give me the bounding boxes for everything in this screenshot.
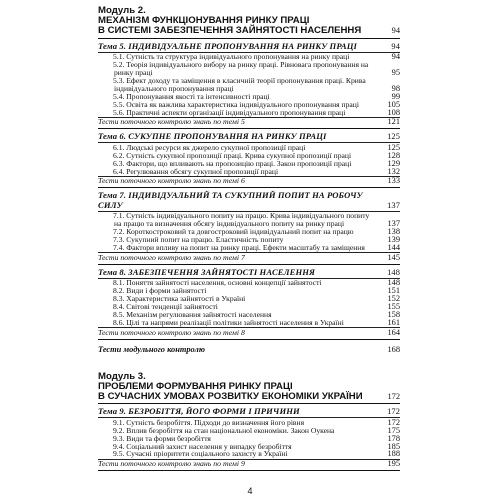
divider bbox=[98, 339, 400, 340]
toc-entry-text: 7.1. Сутність індивідуального попиту на працю. Крива індивідуального попиту на працю та визначення обсягу індивідуального попиту на ринку праці bbox=[113, 211, 370, 229]
module-tests-entry-text: Тести модульного контролю bbox=[98, 344, 205, 354]
toc-entry-page: 108 bbox=[387, 107, 400, 117]
theme-tests-entry bbox=[98, 254, 400, 263]
toc-entry-page: 94 bbox=[391, 52, 400, 62]
module-title-line bbox=[98, 26, 400, 36]
theme-heading bbox=[98, 191, 400, 210]
theme-title: Тема 9. БЕЗРОБІТТЯ, ЙОГО ФОРМИ І ПРИЧИНИ bbox=[98, 406, 300, 417]
theme-tests-entry-page: 121 bbox=[387, 117, 400, 127]
theme-page: 148 bbox=[387, 267, 400, 277]
toc-entry-page: 175 bbox=[387, 425, 400, 435]
module-title-text: МЕХАНІЗМ ФУНКЦІОНУВАННЯ РИНКУ ПРАЦІ bbox=[98, 15, 310, 27]
module-gap bbox=[98, 355, 400, 372]
toc-entry-text: 8.4. Світові тенденції зайнятості bbox=[113, 302, 218, 312]
toc-entry-text: 6.2. Сутність сукупної пропозиції праці. Крива сукупної пропозиції праці bbox=[113, 150, 352, 160]
page-number: 4 bbox=[247, 486, 253, 496]
toc-entry bbox=[98, 450, 400, 458]
toc-entry-text: 7.4. Фактори впливу на попит на ринку праці. Ефекти масштабу та заміщення bbox=[113, 243, 365, 253]
toc-entry-text: 5.4. Пропонування якості та інтенсивності праці bbox=[113, 91, 270, 101]
theme-tests-entry bbox=[98, 177, 400, 186]
module-tests-entry bbox=[98, 345, 400, 355]
toc-entry bbox=[98, 319, 400, 327]
toc-entry-text: 8.1. Поняття зайнятості населення, основні концепції зайнятості bbox=[113, 278, 322, 288]
theme-page: 94 bbox=[391, 41, 400, 51]
toc-entry-page: 185 bbox=[387, 441, 400, 451]
divider bbox=[98, 187, 400, 188]
toc-entry-page: 178 bbox=[387, 433, 400, 443]
toc-entry-page: 188 bbox=[387, 449, 400, 459]
toc-entry-page: 125 bbox=[387, 142, 400, 152]
toc-entry-page: 152 bbox=[387, 294, 400, 304]
toc-entry-page: 129 bbox=[387, 158, 400, 168]
module-title-page: 94 bbox=[391, 26, 400, 36]
table-of-contents bbox=[98, 6, 400, 473]
toc-entry-text: 8.3. Характеристика зайнятості в Україні bbox=[113, 294, 246, 304]
module-title-text: В СУЧАСНИХ УМОВАХ РОЗВИТКУ ЕКОНОМІКИ УКРАЇНИ bbox=[98, 391, 363, 403]
theme-title: Тема 6. СУКУПНЕ ПРОПОНУВАННЯ НА РИНКУ ПРАЦІ bbox=[98, 131, 327, 142]
theme-tests-entry-text: Тести поточного контролю знань по темі 6 bbox=[98, 176, 245, 186]
module-title-line bbox=[98, 392, 400, 402]
theme-page: 125 bbox=[387, 132, 400, 142]
theme-tests-entry bbox=[98, 118, 400, 127]
toc-entry-text: 6.1. Людські ресурси як джерело сукупної пропозиції праці bbox=[113, 142, 306, 152]
toc-entry-page: 105 bbox=[387, 99, 400, 109]
toc-entry-page: 158 bbox=[387, 310, 400, 319]
theme-tests-entry-page: 164 bbox=[387, 327, 400, 337]
divider bbox=[98, 128, 400, 129]
toc-entry-page: 151 bbox=[387, 286, 400, 296]
toc-entry bbox=[98, 77, 400, 93]
toc-entry-page: 144 bbox=[387, 243, 400, 253]
toc-entry-text: 8.5. Механізм регулювання зайнятості населення bbox=[113, 310, 272, 319]
toc-entry-page: 128 bbox=[387, 150, 400, 160]
toc-entry-page: 99 bbox=[391, 91, 400, 101]
toc-entry-text: 8.2. Види і форми зайнятості bbox=[113, 286, 207, 296]
toc-entry-text: 8.6. Цілі та напрями реалізації політики зайнятості населення в Україні bbox=[113, 317, 344, 327]
toc-entry-page: 161 bbox=[387, 317, 400, 327]
toc-entry-text: 7.3. Сукупний попит на працю. Еластичність попиту bbox=[113, 235, 284, 245]
toc-entry-text: 6.3. Фактори, що впливають на пропозицію праці. Закон пропозиції праці bbox=[113, 158, 352, 168]
toc-entry-page: 172 bbox=[387, 417, 400, 427]
toc-entry-text: 5.2. Теорія індивідуального вибору на ринку праці. Рівновага пропонування на ринку праці bbox=[113, 60, 369, 78]
toc-entry bbox=[98, 109, 400, 117]
theme-heading bbox=[98, 407, 400, 417]
toc-entry-text: 5.3. Ефект доходу та заміщення в класичній теорії пропонування праці. Крива індивідуального пропонування праці bbox=[113, 75, 366, 93]
toc-entry bbox=[98, 212, 400, 228]
toc-entry-text: 9.3. Види та форми безробіття bbox=[113, 433, 211, 443]
toc-entry-page: 132 bbox=[387, 166, 400, 176]
toc-entry-text: 9.2. Вплив безробіття на стан національної економіки. Закон Оукена bbox=[113, 425, 335, 435]
module-label: Модуль 3. bbox=[98, 370, 146, 382]
divider bbox=[98, 264, 400, 265]
toc-entry-text: 6.4. Регулювання обсягу сукупної пропозиції праці bbox=[113, 166, 279, 176]
toc-entry-page: 139 bbox=[387, 235, 400, 245]
toc-entry-text: 7.2. Короткостроковий та довгостроковий індивідуальний попит на працю bbox=[113, 227, 354, 237]
module-title-text: ПРОБЛЕМИ ФОРМУВАННЯ РИНКУ ПРАЦІ bbox=[98, 380, 293, 392]
theme-tests-entry-page: 145 bbox=[387, 252, 400, 262]
toc-entry-text: 5.1. Сутність та структура індивідуального пропонування на ринку праці bbox=[113, 52, 350, 62]
theme-title: Тема 7. ІНДИВІДУАЛЬНИЙ ТА СУКУПНИЙ ПОПИТ НА РОБОЧУ СИЛУ bbox=[98, 190, 363, 210]
toc-entry-page: 155 bbox=[387, 302, 400, 312]
module-title-text: В СИСТЕМІ ЗАБЕЗПЕЧЕННЯ ЗАЙНЯТОСТІ НАСЕЛЕННЯ bbox=[98, 25, 362, 37]
toc-entry-page: 137 bbox=[387, 219, 400, 229]
theme-tests-entry bbox=[98, 329, 400, 338]
theme-tests-entry-text: Тести поточного контролю знань по темі 5 bbox=[98, 117, 245, 127]
toc-entry-text: 5.6. Практичні аспекти організації індивідуального пропонування праці bbox=[113, 107, 346, 117]
toc-entry bbox=[98, 244, 400, 252]
theme-heading bbox=[98, 42, 400, 52]
theme-page: 172 bbox=[387, 407, 400, 417]
theme-title: Тема 5. ІНДИВІДУАЛЬНЕ ПРОПОНУВАННЯ НА РИНКУ ПРАЦІ bbox=[98, 40, 357, 51]
theme-tests-entry-text: Тести поточного контролю знань по темі 7 bbox=[98, 252, 245, 262]
module-tests-entry-page: 168 bbox=[387, 344, 400, 354]
toc-entry-page: 148 bbox=[387, 278, 400, 288]
theme-heading bbox=[98, 268, 400, 278]
toc-entry-text: 9.5. Сучасні пріоритети соціального захисту в Україні bbox=[113, 449, 288, 459]
toc-entry-text: 9.4. Соціальний захист населення у випадку безробіття bbox=[113, 441, 292, 451]
theme-tests-entry-page: 195 bbox=[387, 459, 400, 469]
toc-entry-page: 138 bbox=[387, 227, 400, 237]
toc-entry bbox=[98, 61, 400, 77]
toc-entry-text: 5.5. Освіта як важлива характеристика індивідуального пропонування праці bbox=[113, 99, 359, 109]
theme-tests-entry-page: 133 bbox=[387, 176, 400, 186]
theme-tests-entry-text: Тести поточного контролю знань по темі 9 bbox=[98, 459, 245, 469]
divider bbox=[98, 470, 400, 471]
theme-tests-entry bbox=[98, 460, 400, 469]
module-title-page: 172 bbox=[387, 392, 400, 402]
toc-entry-page: 95 bbox=[391, 68, 400, 78]
theme-heading bbox=[98, 132, 400, 142]
divider bbox=[98, 38, 400, 39]
theme-title: Тема 8. ЗАБЕЗПЕЧЕННЯ ЗАЙНЯТОСТІ НАСЕЛЕННЯ bbox=[98, 266, 316, 277]
theme-tests-entry-text: Тести поточного контролю знань по темі 8 bbox=[98, 327, 245, 337]
toc-entry-text: 9.1. Сутність безробіття. Підходи до визначення його рівня bbox=[113, 417, 305, 427]
toc-entry bbox=[98, 168, 400, 176]
module-label: Модуль 2. bbox=[98, 5, 146, 16]
theme-page: 137 bbox=[387, 200, 400, 210]
divider bbox=[98, 403, 400, 404]
toc-entry-page: 98 bbox=[391, 83, 400, 93]
